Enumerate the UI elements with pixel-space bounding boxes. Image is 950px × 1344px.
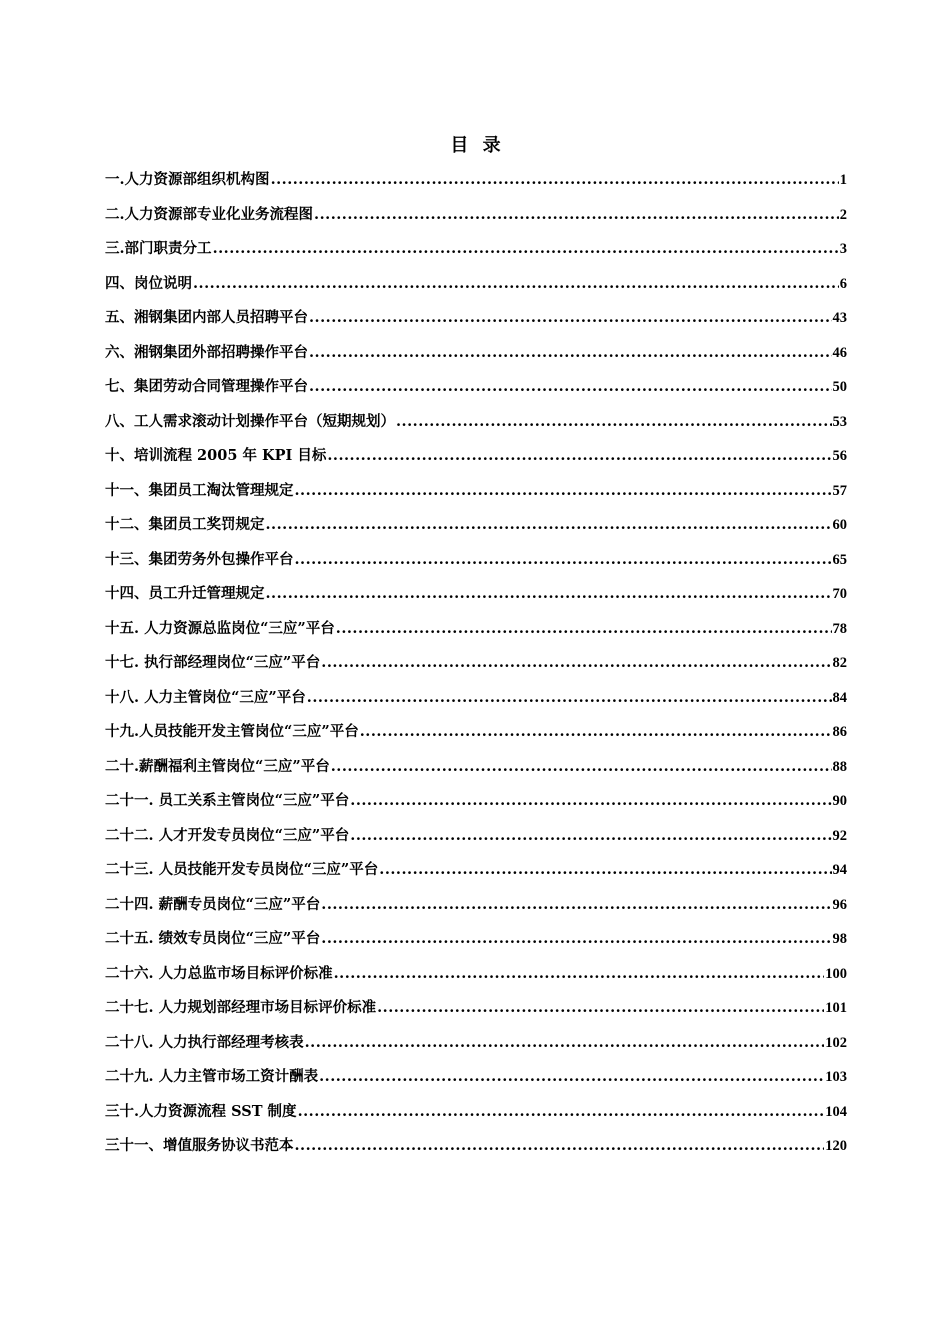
- toc-entry-page: 1: [839, 172, 847, 188]
- toc-entry-label: 一.人力资源部组织机构图: [105, 171, 270, 188]
- dot-leader: [319, 1064, 824, 1090]
- toc-entry-page: 96: [832, 896, 847, 913]
- toc-entry-page: 3: [839, 241, 847, 257]
- toc-entry-page: 100: [825, 965, 847, 982]
- dot-leader: [379, 857, 831, 883]
- toc-entry-label: 十七. 执行部经理岗位“三应”平台: [105, 654, 321, 671]
- dot-leader: [321, 926, 831, 952]
- toc-entry-label: 四、岗位说明: [105, 274, 192, 292]
- toc-entry[interactable]: [105, 271, 847, 306]
- dot-leader: [321, 892, 831, 918]
- toc-entry-label: 二十八. 人力执行部经理考核表: [105, 1033, 304, 1051]
- dot-leader: [396, 409, 832, 435]
- toc-entry-label: 三.部门职责分工: [105, 240, 212, 257]
- toc-entry-label: 二十五. 绩效专员岗位“三应”平台: [105, 930, 321, 947]
- dot-leader: [309, 340, 832, 366]
- toc-entry-page: 94: [832, 862, 847, 878]
- dot-leader: [213, 236, 839, 262]
- dot-leader: [350, 788, 831, 814]
- toc-entry-page: 2: [839, 206, 847, 223]
- toc-entry[interactable]: [105, 236, 847, 271]
- dot-leader: [298, 1099, 825, 1125]
- toc-entry-page: 53: [832, 413, 847, 430]
- toc-entry[interactable]: [105, 1133, 847, 1168]
- toc-entry-page: 120: [825, 1138, 847, 1154]
- toc-entry[interactable]: [105, 547, 847, 582]
- toc-entry[interactable]: [105, 926, 847, 961]
- toc-entry[interactable]: [105, 581, 847, 616]
- toc-entry-label: 十八. 人力主管岗位“三应”平台: [105, 688, 306, 706]
- toc-entry-label: 二十一. 员工关系主管岗位“三应”平台: [105, 792, 350, 809]
- dot-leader: [377, 995, 824, 1021]
- toc-entry[interactable]: [105, 202, 847, 237]
- toc-entry-label: 七、集团劳动合同管理操作平台: [105, 378, 308, 395]
- toc-entry-page: 57: [832, 482, 847, 499]
- toc-entry-page: 103: [825, 1069, 847, 1085]
- toc-entry-label: 二十.薪酬福利主管岗位“三应”平台: [105, 757, 330, 775]
- toc-entry-label: 十、培训流程 2005 年 KPI 目标: [105, 447, 327, 464]
- dot-leader: [360, 719, 832, 745]
- toc-entry-label: 二十七. 人力规划部经理市场目标评价标准: [105, 999, 377, 1016]
- dot-leader: [321, 650, 831, 676]
- toc-entry-page: 56: [832, 448, 847, 464]
- toc-entry-page: 43: [832, 310, 847, 326]
- dot-leader: [193, 271, 839, 297]
- toc-entry-label: 十四、员工升迁管理规定: [105, 585, 265, 602]
- toc-title: 目 录: [450, 135, 505, 156]
- toc-entry[interactable]: [105, 650, 847, 685]
- toc-entry-page: 65: [832, 551, 847, 568]
- dot-leader: [266, 581, 832, 607]
- toc-entry[interactable]: [105, 1030, 847, 1065]
- toc-entry-page: 70: [832, 586, 847, 602]
- toc-entry[interactable]: [105, 823, 847, 858]
- toc-entry[interactable]: [105, 961, 847, 996]
- toc-entry-label: 二十六. 人力总监市场目标评价标准: [105, 964, 333, 982]
- toc-entry-page: 90: [832, 793, 847, 809]
- toc-entry-label: 二十九. 人力主管市场工资计酬表: [105, 1068, 319, 1085]
- toc-entry[interactable]: [105, 409, 847, 444]
- toc-entry[interactable]: [105, 857, 847, 892]
- toc-entry[interactable]: [105, 478, 847, 513]
- toc-entry-label: 二十三. 人员技能开发专员岗位“三应”平台: [105, 861, 379, 878]
- toc-entry-page: 78: [832, 620, 847, 637]
- toc-entry[interactable]: [105, 995, 847, 1030]
- dot-leader: [309, 374, 832, 400]
- toc-entry-page: 60: [832, 517, 847, 533]
- toc-entry-label: 二十二. 人才开发专员岗位“三应”平台: [105, 826, 350, 844]
- toc-list: [105, 167, 847, 1168]
- toc-entry-label: 十三、集团劳务外包操作平台: [105, 550, 294, 568]
- dot-leader: [327, 443, 831, 469]
- toc-entry-label: 三十一、增值服务协议书范本: [105, 1137, 294, 1154]
- dot-leader: [334, 961, 825, 987]
- toc-entry[interactable]: [105, 305, 847, 340]
- toc-entry-page: 101: [825, 1000, 847, 1016]
- toc-entry-label: 二.人力资源部专业化业务流程图: [105, 205, 314, 223]
- toc-entry-label: 十九.人员技能开发主管岗位“三应”平台: [105, 723, 359, 740]
- toc-entry-label: 三十.人力资源流程 SST 制度: [105, 1102, 297, 1120]
- toc-entry-page: 104: [825, 1103, 847, 1120]
- toc-entry-label: 十二、集团员工奖罚规定: [105, 516, 265, 533]
- toc-entry-page: 102: [825, 1034, 847, 1051]
- dot-leader: [266, 512, 832, 538]
- toc-entry-page: 98: [832, 931, 847, 947]
- toc-entry-page: 92: [832, 827, 847, 844]
- toc-entry-label: 八、工人需求滚动计划操作平台（短期规划）: [105, 412, 395, 430]
- dot-leader: [331, 754, 832, 780]
- dot-leader: [307, 685, 832, 711]
- toc-entry[interactable]: [105, 443, 847, 478]
- toc-entry-page: 50: [832, 379, 847, 395]
- toc-entry[interactable]: [105, 340, 847, 375]
- toc-entry[interactable]: [105, 374, 847, 409]
- toc-entry[interactable]: [105, 754, 847, 789]
- toc-entry-page: 6: [839, 275, 847, 292]
- toc-entry-page: 46: [832, 344, 847, 361]
- toc-entry-page: 86: [832, 724, 847, 740]
- dot-leader: [336, 616, 832, 642]
- dot-leader: [295, 547, 832, 573]
- toc-entry-label: 五、湘钢集团内部人员招聘平台: [105, 309, 308, 326]
- toc-entry[interactable]: [105, 788, 847, 823]
- toc-entry[interactable]: [105, 616, 847, 651]
- toc-entry-label: 六、湘钢集团外部招聘操作平台: [105, 343, 308, 361]
- toc-entry[interactable]: [105, 1099, 847, 1134]
- dot-leader: [305, 1030, 825, 1056]
- toc-entry[interactable]: [105, 719, 847, 754]
- dot-leader: [295, 1133, 825, 1159]
- toc-entry-label: 十一、集团员工淘汰管理规定: [105, 481, 294, 499]
- dot-leader: [314, 202, 839, 228]
- toc-entry-page: 84: [832, 689, 847, 706]
- toc-entry[interactable]: [105, 167, 847, 202]
- toc-entry[interactable]: [105, 1064, 847, 1099]
- toc-entry[interactable]: [105, 512, 847, 547]
- dot-leader: [271, 167, 839, 193]
- dot-leader: [350, 823, 831, 849]
- toc-entry-label: 十五. 人力资源总监岗位“三应”平台: [105, 619, 335, 637]
- toc-entry-page: 82: [832, 655, 847, 671]
- toc-entry-label: 二十四. 薪酬专员岗位“三应”平台: [105, 895, 321, 913]
- toc-entry[interactable]: [105, 892, 847, 927]
- toc-entry[interactable]: [105, 685, 847, 720]
- dot-leader: [309, 305, 832, 331]
- dot-leader: [295, 478, 832, 504]
- toc-entry-page: 88: [832, 758, 847, 775]
